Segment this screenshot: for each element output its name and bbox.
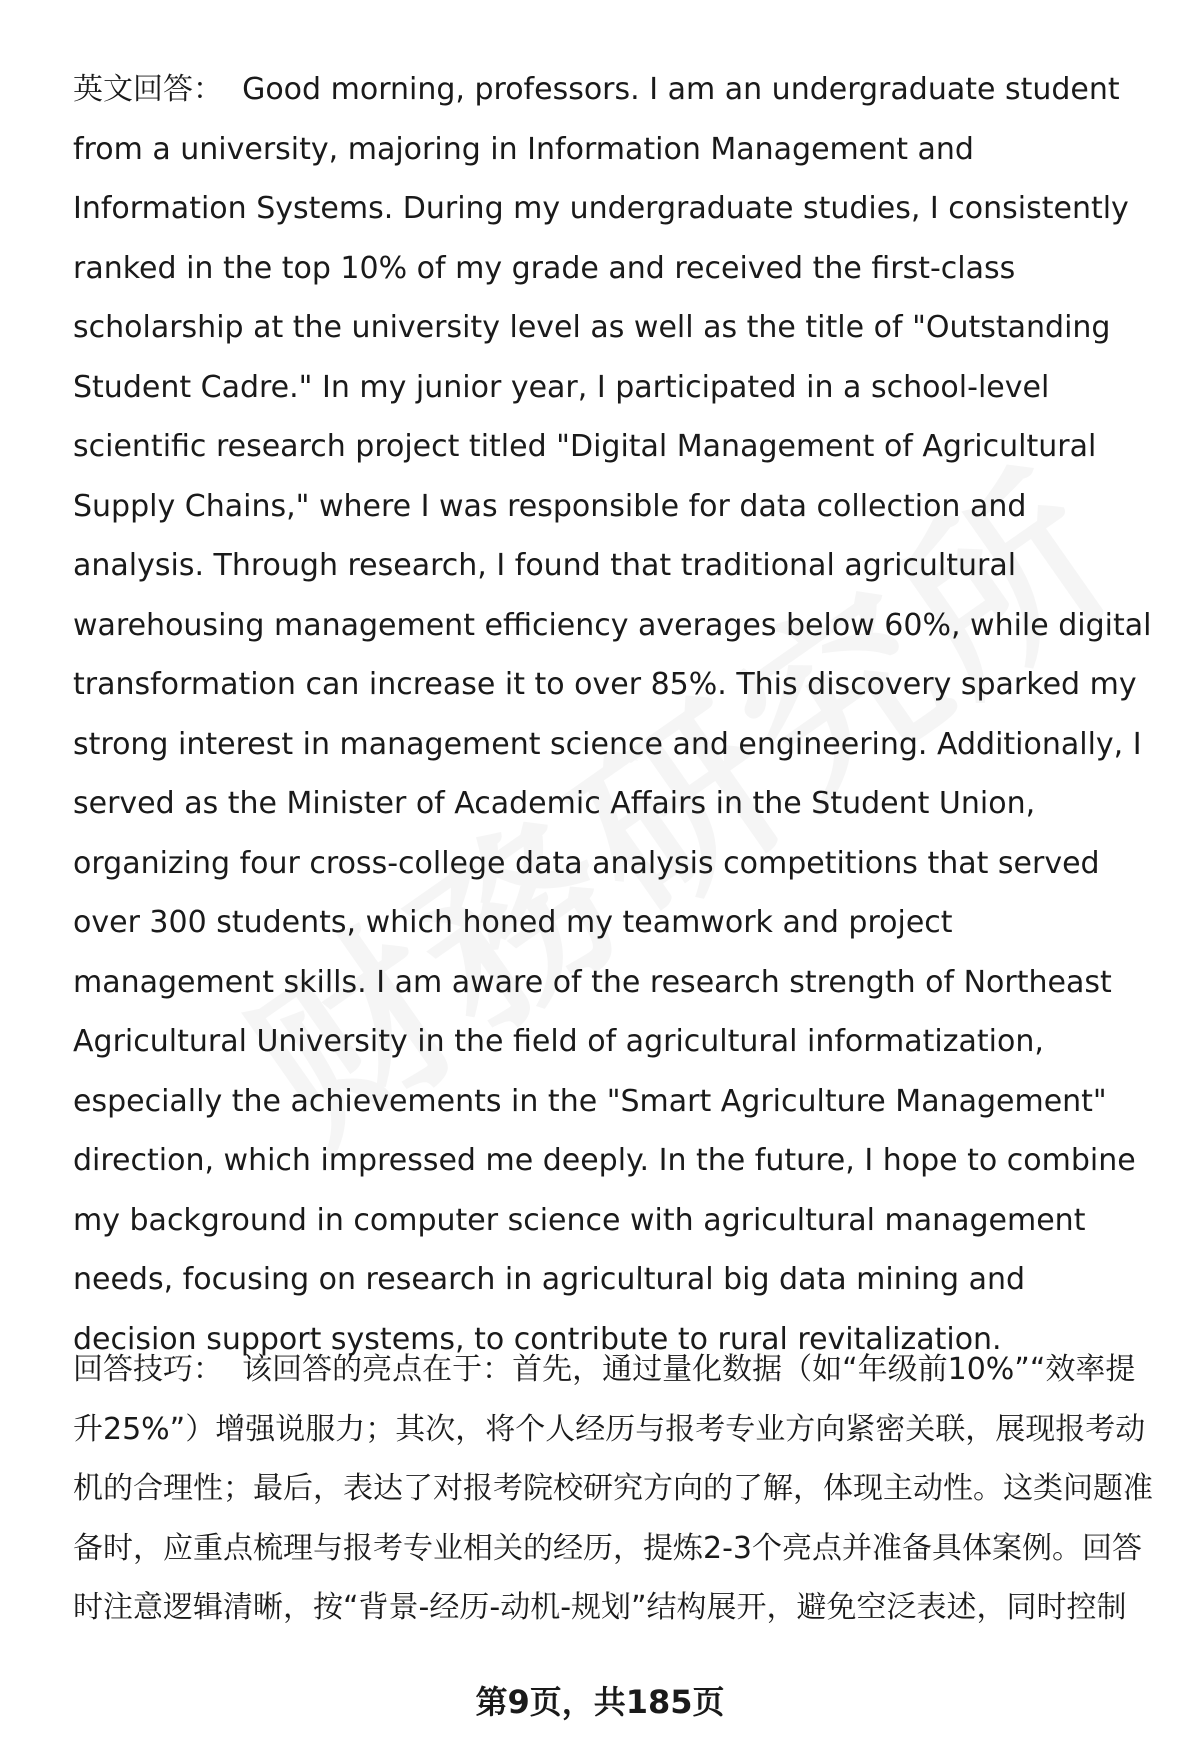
page-number-footer: 第9页，共185页 bbox=[475, 1683, 725, 1721]
english-answer-label: 英文回答： bbox=[73, 72, 223, 107]
english-answer-text: Good morning, professors. I am an undergraduate student from a university, majoring in Information Management and Information Systems. During my undergraduate studies, I consistently ranked in the top 10% of my grade and received the first-class scholarship at the university level as well as the title of "Outstanding Student Cadre." In my junior year, I participated in a school-level scientific research project titled "Digital Management of Agricultural Supply Chains," where I was responsible for data collection and analysis. Through research, I found that traditional agricultural warehousing management efficiency averages below 60%, while digital transformation can increase it to over 85%. This discovery sparked my strong interest in management science and engineering. Additionally, I served as the Minister of Academic Affairs in the Student Union, organizing four cross-college data analysis competitions that served over 300 students, which honed my teamwork and project management skills. I am aware of the research strength of Northeast Agricultural University in the field of agricultural informatization, especially the achievements in the "Smart Agriculture Management" direction, which impressed me deeply. In the future, I hope to combine my background in computer science with agricultural management needs, focusing on research in agricultural big data mining and decision support systems, to contribute to rural revitalization. bbox=[73, 72, 1152, 1357]
answer-tips-paragraph bbox=[73, 1340, 1153, 1638]
answer-tips-label: 回答技巧： bbox=[73, 1352, 223, 1387]
english-answer-paragraph bbox=[73, 60, 1153, 1369]
answer-tips-text: 该回答的亮点在于：首先，通过量化数据（如“年级前10%”“效率提升25%”）增强说服力；其次，将个人经历与报考专业方向紧密关联，展现报考动机的合理性；最后，表达了对报考院校研究方向的了解，体现主动性。这类问题准备时，应重点梳理与报考专业相关的经历，提炼2-3个亮点并准备具体案例。回答时注意逻辑清晰，按“背景-经历-动机-规划”结构展开，避免空泛表述，同时控制 bbox=[73, 1352, 1153, 1625]
